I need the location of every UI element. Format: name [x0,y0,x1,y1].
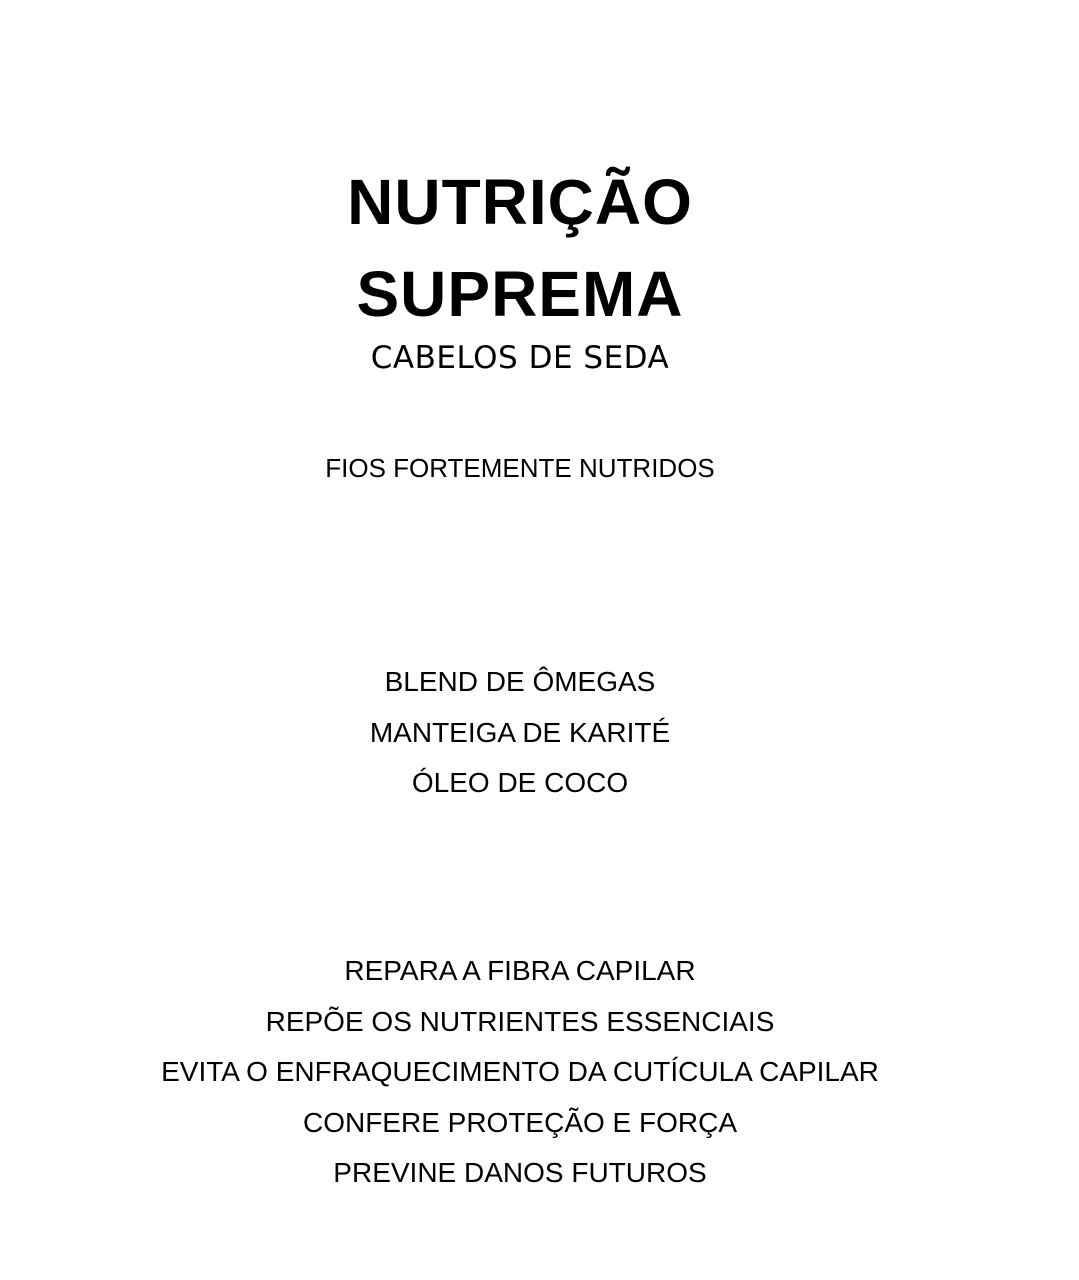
ingredient-item: ÓLEO DE COCO [411,767,629,798]
benefits-list [0,946,1040,1199]
benefit-item: EVITA O ENFRAQUECIMENTO DA CUTÍCULA CAPILAR [161,1056,879,1087]
benefit-item: PREVINE DANOS FUTUROS [333,1157,707,1188]
product-tagline: FIOS FORTEMENTE NUTRIDOS [325,453,715,483]
benefit-item: REPÕE OS NUTRIENTES ESSENCIAIS [265,1005,775,1037]
product-subtitle: CABELOS DE SEDA [370,340,670,376]
benefit-item: REPARA A FIBRA CAPILAR [344,955,696,986]
product-title-line-1: NUTRIÇÃO [347,166,693,238]
ingredient-item: MANTEIGA DE KARITÉ [369,716,671,748]
ingredient-item: BLEND DE ÔMEGAS [384,666,656,697]
product-title-line-2: SUPREMA [356,258,684,330]
benefit-item: CONFERE PROTEÇÃO E FORÇA [302,1106,738,1138]
ingredients-list [0,657,1040,809]
